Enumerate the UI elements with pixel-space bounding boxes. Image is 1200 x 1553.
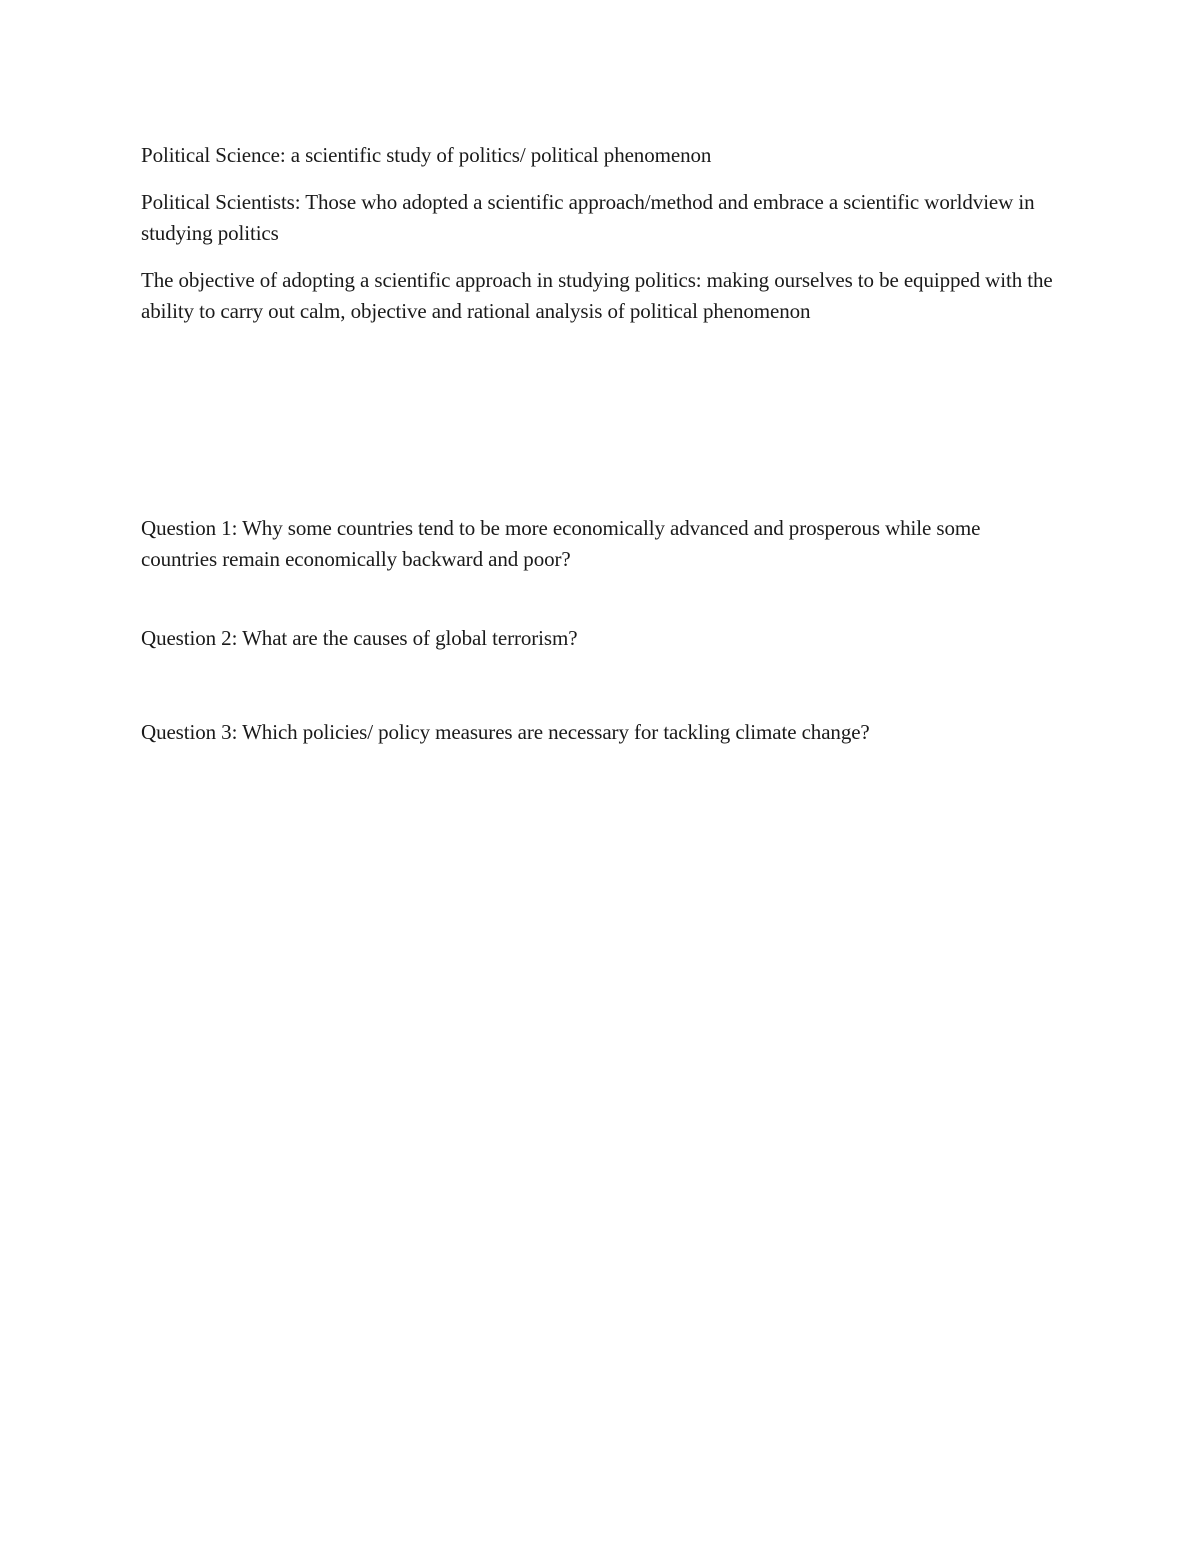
- question-3: Question 3: Which policies/ policy measures are necessary for tackling climate change?: [141, 720, 870, 744]
- question-1: Question 1: Why some countries tend to be more economically advanced and prosperous while some countries remain economically backward and poor?: [141, 516, 981, 571]
- objective-paragraph: The objective of adopting a scientific approach in studying politics: making ourselves to be equipped with the ability to carry out calm, objective and rational analysis of political phenomenon: [141, 268, 1053, 323]
- definition-political-scientists: Political Scientists: Those who adopted a scientific approach/method and embrace a scientific worldview in studying politics: [141, 190, 1035, 245]
- question-2: Question 2: What are the causes of global terrorism?: [141, 626, 578, 650]
- definition-political-science: Political Science: a scientific study of politics/ political phenomenon: [141, 143, 712, 167]
